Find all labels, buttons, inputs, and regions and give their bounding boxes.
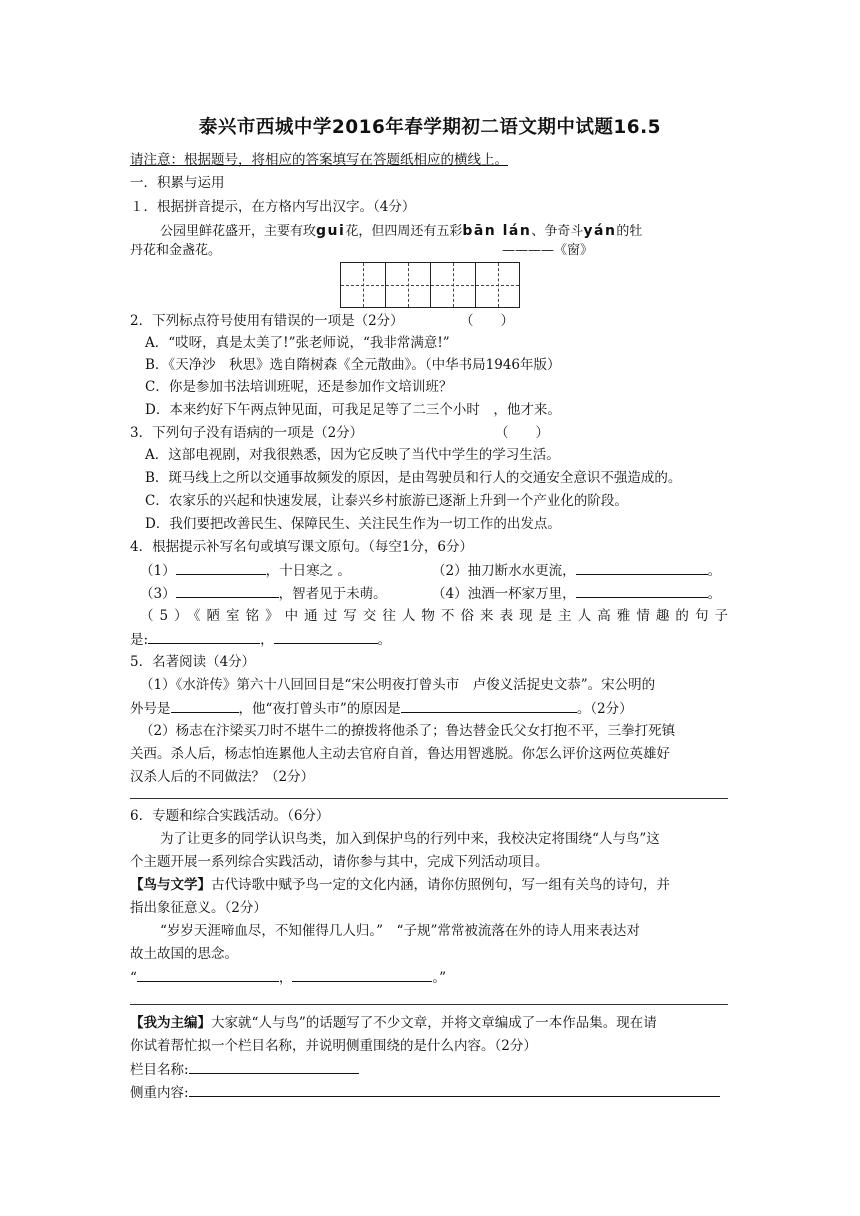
q4-item5-comma: ， bbox=[260, 632, 274, 648]
q3-option-a: A．这部电视剧，对我很熟悉，因为它反映了当代中学生的学习生活。 bbox=[145, 447, 560, 463]
q6-example-line2: 故土故国的思念。 bbox=[130, 946, 238, 962]
q3-option-d: D．我们要把改善民生、保障民生、关注民生作为一切工作的出发点。 bbox=[145, 516, 561, 532]
q3-answer-paren[interactable]: （ ） bbox=[495, 425, 549, 441]
q3-stem: 3．下列句子没有语病的一项是（2分） bbox=[130, 425, 364, 441]
q5-p2-line2: 关西。杀人后，杨志怕连累他人主动去官府自首，鲁达用智逃脱。你怎么评价这两位英雄好 bbox=[130, 746, 670, 762]
q4-item2-end: 。 bbox=[707, 563, 722, 579]
q4-blank-5b[interactable] bbox=[274, 629, 378, 644]
q6-part1-line2: 指出象征意义。（2分） bbox=[130, 900, 267, 916]
pinyin-banlan: bān lán bbox=[462, 223, 532, 239]
q1-text-a: 公园里鲜花盛开，主要有玫 bbox=[160, 224, 317, 239]
q4-item4-text: （4）浊酒一杯家万里， bbox=[432, 586, 576, 602]
q5-answer-line[interactable] bbox=[130, 798, 728, 799]
q4-blank-3[interactable] bbox=[176, 583, 279, 598]
q4-item3-text: ，智者见于未萌。 bbox=[278, 586, 387, 602]
grid-midline bbox=[341, 285, 519, 286]
q3-option-c: C．农家乐的兴起和快速发展，让泰兴乡村旅游已逐渐上升到一个产业化的阶段。 bbox=[145, 493, 628, 509]
q5-blank-nickname[interactable] bbox=[171, 698, 239, 713]
q4-item4 bbox=[432, 583, 721, 604]
q4-item5-line2 bbox=[130, 629, 391, 650]
q1-passage-line1 bbox=[160, 221, 642, 242]
pinyin-yan: yán bbox=[583, 223, 617, 239]
q5-p2-line3: 汉杀人后的不同做法？（2分） bbox=[130, 769, 315, 785]
q4-item2 bbox=[432, 560, 721, 581]
column-name-label: 栏目名称: bbox=[130, 1062, 189, 1078]
q5-p1-lead: 外号是 bbox=[130, 701, 171, 717]
section-heading: 一．积累与运用 bbox=[130, 175, 225, 191]
q6-symbol-answer-line[interactable] bbox=[130, 1004, 728, 1005]
q6-part2-line1 bbox=[130, 1013, 657, 1033]
pinyin-gui: gui bbox=[316, 223, 346, 239]
q4-item5-lead: 是: bbox=[130, 632, 149, 648]
q4-item2-text: （2）抽刀断水水更流， bbox=[432, 563, 576, 579]
q6-intro-line2: 个主题开展一系列综合实践活动，请你参与其中，完成下列活动项目。 bbox=[130, 854, 549, 870]
q5-p2-line1: （2）杨志在汴梁买刀时不堪牛二的撩拨将他杀了；鲁达替金氏父女打抱不平，三拳打死镇 bbox=[140, 723, 676, 739]
q6-part1-text: 古代诗歌中赋予鸟一定的文化内涵，请你仿照例句，写一组有关鸟的诗句，并 bbox=[211, 877, 670, 893]
q4-item1 bbox=[140, 560, 351, 581]
page-title: 泰兴市西城中学2016年春学期初二语文期中试题16.5 bbox=[198, 117, 662, 138]
q6-blank-poem-1[interactable] bbox=[137, 967, 279, 982]
q1-text-c: 、争奇斗 bbox=[531, 224, 584, 239]
q6-blank-poem-2[interactable] bbox=[292, 967, 432, 982]
q4-stem: 4．根据提示补写名句或填写课文原句。（每空1分，6分） bbox=[130, 539, 474, 555]
q4-blank-2[interactable] bbox=[576, 560, 708, 575]
focus-content-label: 侧重内容: bbox=[130, 1085, 189, 1101]
q5-stem: 5．名著阅读（4分） bbox=[130, 654, 256, 670]
q6-intro-line1: 为了让更多的同学认识鸟类，加入到保护鸟的行列中来，我校决定将围绕“人与鸟”这 bbox=[160, 831, 660, 847]
q3-option-b: B．斑马线上之所以交通事故频发的原因，是由驾驶员和行人的交通安全意识不强造成的。 bbox=[145, 470, 682, 486]
q5-p1-line2 bbox=[130, 698, 633, 719]
q2-option-a: A．“哎呀，真是太美了!”张老师说，“我非常满意!” bbox=[145, 335, 450, 351]
q4-item3 bbox=[140, 583, 387, 604]
q4-blank-1[interactable] bbox=[176, 560, 266, 575]
q2-stem: 2．下列标点符号使用有错误的一项是（2分） bbox=[130, 313, 404, 329]
q6-part2-line2: 你试着帮忙拟一个栏目名称，并说明侧重围绕的是什么内容。（2分） bbox=[130, 1038, 537, 1054]
q4-blank-5a[interactable] bbox=[148, 629, 260, 644]
q6-part1-line1 bbox=[130, 875, 670, 895]
q4-blank-4[interactable] bbox=[576, 583, 708, 598]
q2-option-b: B．《天净沙 秋思》选自隋树森《全元散曲》。（中华书局1946年版） bbox=[145, 357, 561, 373]
q1-passage-line2: 丹花和金盏花。 bbox=[130, 243, 222, 258]
focus-content-field[interactable] bbox=[189, 1082, 720, 1097]
q1-source: ————《窗》 bbox=[502, 243, 594, 258]
q2-option-c: C．你是参加书法培训班呢，还是参加作文培训班？ bbox=[145, 379, 453, 395]
q5-p1-end: 。（2分） bbox=[576, 701, 633, 717]
q4-item1-num: （1） bbox=[140, 563, 176, 579]
q1-text-b: 花，但四周还有五彩 bbox=[345, 224, 463, 239]
q6-stem: 6．专题和综合实践活动。（6分） bbox=[130, 808, 330, 824]
q6-part2-label: 【我为主编】 bbox=[130, 1015, 211, 1031]
q6-part2-text: 大家就“人与鸟”的话题写了不少文章，并将文章编成了一本作品集。现在请 bbox=[211, 1015, 657, 1031]
q4-item5-line1: （5）《陋室铭》中通过写交往人物不俗来表现是主人高雅情趣的句子 bbox=[140, 608, 728, 624]
q5-p1-mid: ，他“夜打曾头市”的原因是 bbox=[238, 701, 401, 717]
q4-item3-num: （3） bbox=[140, 586, 176, 602]
notice: 请注意：根据题号，将相应的答案填写在答题纸相应的横线上。 bbox=[130, 152, 508, 168]
q6-part1-label: 【鸟与文学】 bbox=[130, 877, 211, 893]
q2-answer-paren[interactable]: （ ） bbox=[460, 313, 514, 329]
q4-item1-text: ，十日寒之 。 bbox=[265, 563, 351, 579]
q6-close-quote: 。” bbox=[432, 970, 447, 986]
q6-example-line1: “岁岁天涯啼血尽，不知催得几人归。” “子规”常常被流落在外的诗人用来表达对 bbox=[160, 923, 640, 939]
q6-open-quote: “ bbox=[130, 970, 137, 986]
q4-item5-end: 。 bbox=[377, 632, 392, 648]
q2-option-d: D．本来约好下午两点钟见面，可我足足等了二三个小时 ，他才来。 bbox=[145, 402, 561, 418]
q4-item4-end: 。 bbox=[707, 586, 722, 602]
column-name-field[interactable] bbox=[189, 1059, 359, 1074]
q1-text-d: 的牡 bbox=[616, 224, 643, 239]
q6-comma: ， bbox=[278, 970, 293, 986]
q5-blank-reason[interactable] bbox=[401, 698, 577, 713]
q1-stem: １．根据拼音提示，在方格内写出汉字。（4分） bbox=[130, 199, 416, 215]
focus-content-row bbox=[130, 1082, 720, 1103]
column-name-row bbox=[130, 1059, 359, 1080]
q6-answer-line bbox=[130, 967, 446, 988]
q5-p1-line1: （1）《水浒传》第六十八回回目是“宋公明夜打曾头市 卢俊义活捉史文恭”。宋公明的 bbox=[140, 677, 656, 693]
answer-grid[interactable] bbox=[340, 262, 520, 308]
